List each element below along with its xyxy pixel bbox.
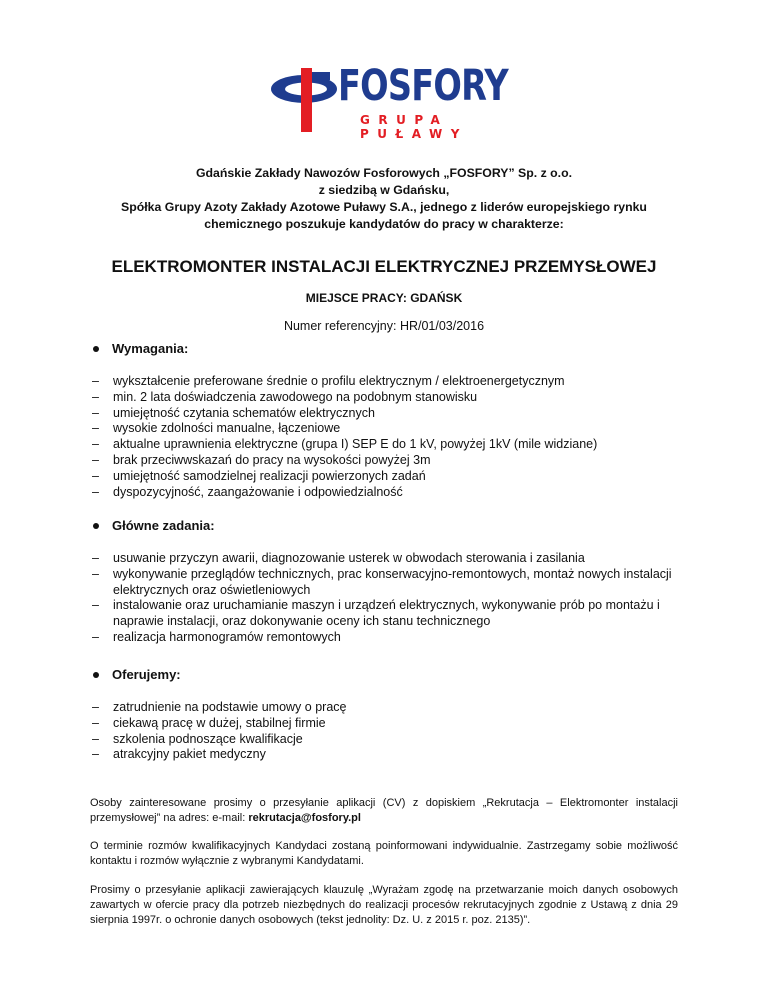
list-item: – szkolenia podnoszące kwalifikacje [92,731,303,746]
contact-notice: O terminie rozmów kwalifikacyjnych Kandydaci zostaną poinformowani indywidualnie. Zastrzegamy sobie możliwość kontaktu i rozmów wyłącznie z wybranymi Kandydatami. [90,840,678,867]
dash-icon: – [92,468,99,483]
dash-icon: – [92,731,99,746]
list-item: – wykonywanie przeglądów technicznych, prac konserwacyjno-remontowych, montaż nowych instalacji elektrycznych oraz oświetleniowych [92,566,672,597]
dash-icon: – [92,715,99,730]
work-location: MIEJSCE PRACY: GDAŃSK [305,291,463,305]
list-item: – umiejętność samodzielnej realizacji powierzonych zadań [92,468,426,483]
logo-emblem-icon [268,62,338,134]
list-item: – umiejętność czytania schematów elektrycznych [92,405,375,420]
list-item: – zatrudnienie na podstawie umowy o pracę [92,700,347,714]
application-text: Osoby zainteresowane prosimy o przesyłanie aplikacji (CV) z dopiskiem „Rekrutacja – Elektromonter instalacji przemysłowej” na adres: e-mail: [90,797,678,824]
list-item: – atrakcyjny pakiet medyczny [92,747,266,762]
section-heading-text: Wymagania: [112,341,189,356]
logo-subtitle: GRUPA PUŁAWY [360,113,468,141]
company-logo [268,61,508,141]
offer-list [90,700,690,763]
section-heading [90,666,690,684]
bullet-icon [93,672,99,678]
list-item: – ciekawą pracę w dużej, stabilnej firmie [92,715,326,730]
dash-icon: – [92,452,99,467]
dash-icon: – [92,484,99,499]
application-instructions [90,796,678,826]
reference-number: Numer referencyjny: HR/01/03/2016 [283,319,485,333]
dash-icon: – [92,598,99,613]
section-heading-text: Główne zadania: [112,518,215,533]
job-title: ELEKTROMONTER INSTALACJI ELEKTRYCZNEJ PRZEMYSŁOWEJ [111,257,657,276]
list-item: – wykształcenie preferowane średnie o profilu elektrycznym / elektroenergetycznym [92,374,565,388]
dash-icon: – [92,700,99,714]
dash-icon: – [92,629,99,644]
bullet-icon [93,523,99,529]
dash-icon: – [92,405,99,420]
section-heading [90,340,690,358]
dash-icon: – [92,747,99,762]
list-item: – min. 2 lata doświadczenia zawodowego na podobnym stanowisku [92,389,478,404]
dash-icon: – [92,566,99,581]
logo-brand-text: FOSFORY [338,61,508,111]
list-item: – realizacja harmonogramów remontowych [92,629,341,644]
section-heading-text: Oferujemy: [112,667,181,682]
dash-icon: – [92,437,99,452]
intro-line: Gdańskie Zakłady Nawozów Fosforowych „FOSFORY” Sp. z o.o. [195,166,573,180]
dash-icon: – [92,551,99,565]
tasks-section [90,517,690,646]
dash-icon: – [92,421,99,436]
company-intro [90,165,678,233]
bullet-icon [93,346,99,352]
list-item: – wysokie zdolności manualne, łączeniowe [92,421,341,436]
list-item: – usuwanie przyczyn awarii, diagnozowanie usterek w obwodach sterowania i zasilania [92,551,585,565]
intro-line: Spółka Grupy Azoty Zakłady Azotowe Puławy S.A., jednego z liderów europejskiego rynku [121,200,647,214]
section-heading [90,517,690,535]
recruitment-email: rekrutacja@fosfory.pl [248,812,361,824]
list-item: – brak przeciwwskazań do pracy na wysokości powyżej 3m [92,452,431,467]
requirements-section [90,340,690,500]
list-item: – dyspozycyjność, zaangażowanie i odpowiedzialność [92,484,403,499]
list-item: – instalowanie oraz uruchamianie maszyn i urządzeń elektrycznych, wykonywanie prób po montażu i naprawie instalacji, oraz dokonywanie oceny ich stanu technicznego [92,598,660,629]
dash-icon: – [92,389,99,404]
intro-line: z siedzibą w Gdańsku, [318,183,450,197]
intro-line: chemicznego poszukuje kandydatów do pracy w charakterze: [204,217,564,231]
dash-icon: – [92,374,99,388]
offer-section [90,666,690,763]
data-consent-clause: Prosimy o przesyłanie aplikacji zawierających klauzulę „Wyrażam zgodę na przetwarzanie moich danych osobowych zawartych w ofercie pracy dla potrzeb niezbędnych do realizacji procesów rekrutacyjnych zgodnie z Ustawą z dnia 29 sierpnia 1997r. o ochronie danych osobowych (tekst jednolity: Dz. U. z 2015 r. poz. 2135)”. [90,884,678,926]
tasks-list [90,551,690,646]
requirements-list [90,374,690,500]
list-item: – aktualne uprawnienia elektryczne (grupa I) SEP E do 1 kV, powyżej 1kV (mile widziane) [92,437,598,452]
